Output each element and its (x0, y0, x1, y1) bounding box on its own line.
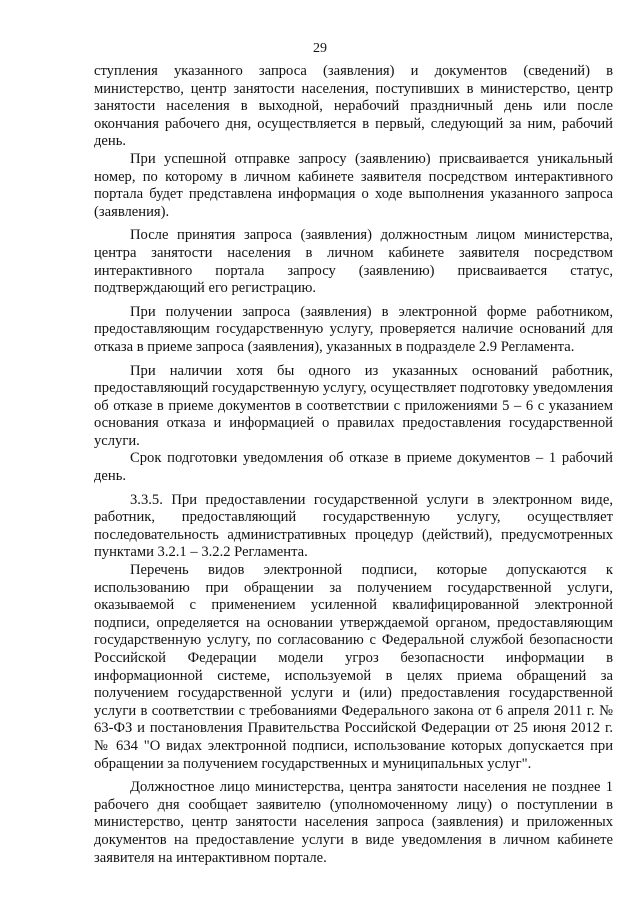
paragraph-refusal-notice: При наличии хотя бы одного из указанных оснований работник, предоставляющий государственную услугу, осуществляет подготовку уведомления об отказе в приеме документов в соответствии с приложениями 5 – 6 с указанием основания отказа и информацией о правилах предоставления государственной услуги. (94, 362, 613, 449)
paragraph-grounds-check: При получении запроса (заявления) в электронной форме работником, предоставляющим государственную услугу, проверяется наличие оснований для отказа в приеме запроса (заявления), указанных в подразделе 2.9 Регламента. (94, 303, 613, 355)
page-body (94, 63, 613, 873)
paragraph-section-3-3-5: 3.3.5. При предоставлении государственной услуги в электронном виде, работник, предоставляющий государственную услугу, осуществляет последовательность административных процедур (действий), предусмотренных пунктами 3.2.1 – 3.2.2 Регламента. (94, 491, 613, 561)
page-number: 29 (313, 41, 327, 56)
paragraph-refusal-deadline: Срок подготовки уведомления об отказе в приеме документов – 1 рабочий день. (94, 450, 613, 485)
paragraph-registration-status: После принятия запроса (заявления) должностным лицом министерства, центра занятости населения в личном кабинете заявителя посредством интерактивного портала запросу (заявлению) присваивается статус, подтверждающий его регистрацию. (94, 227, 613, 297)
paragraph-signature-types: Перечень видов электронной подписи, которые допускаются к использованию при обращении за получением государственной услуги, оказываемой с применением усиленной квалифицированной электронной подписи, определяется на основании утверждаемой органом, предоставляющим государственную услугу, по согласованию с Федеральной службой безопасности Российской Федерации модели угроз безопасности информации в информационной системе, используемой в целях приема обращений за получением государственной услуги и (или) предоставления государственной услуги в соответствии с требованиями Федерального закона от 6 апреля 2011 г. № 63-ФЗ и постановления Правительства Российской Федерации от 25 июня 2012 г. № 634 "О видах электронной подписи, использование которых допускается при обращении за получением государственных и муниципальных услуг". (94, 562, 613, 772)
paragraph-unique-number: При успешной отправке запросу (заявлению) присваивается уникальный номер, по которому в личном кабинете заявителя посредством интерактивного портала будет представлена информация о ходе выполнения указанного запроса (заявления). (94, 150, 613, 220)
paragraph-official-notification: Должностное лицо министерства, центра занятости населения не позднее 1 рабочего дня сообщает заявителю (уполномоченному лицу) о поступлении в министерство, центр занятости населения запроса (заявления) и приложенных документов на предоставление услуги в виде уведомления в личном кабинете заявителя на интерактивном портале. (94, 779, 613, 866)
paragraph-continuation: ступления указанного запроса (заявления) и документов (сведений) в министерство, центр занятости населения, поступивших в министерство, центр занятости населения в выходной, нерабочий праздничный день или после окончания рабочего дня, осуществляется в первый, следующий за ним, рабочий день. (94, 63, 613, 150)
